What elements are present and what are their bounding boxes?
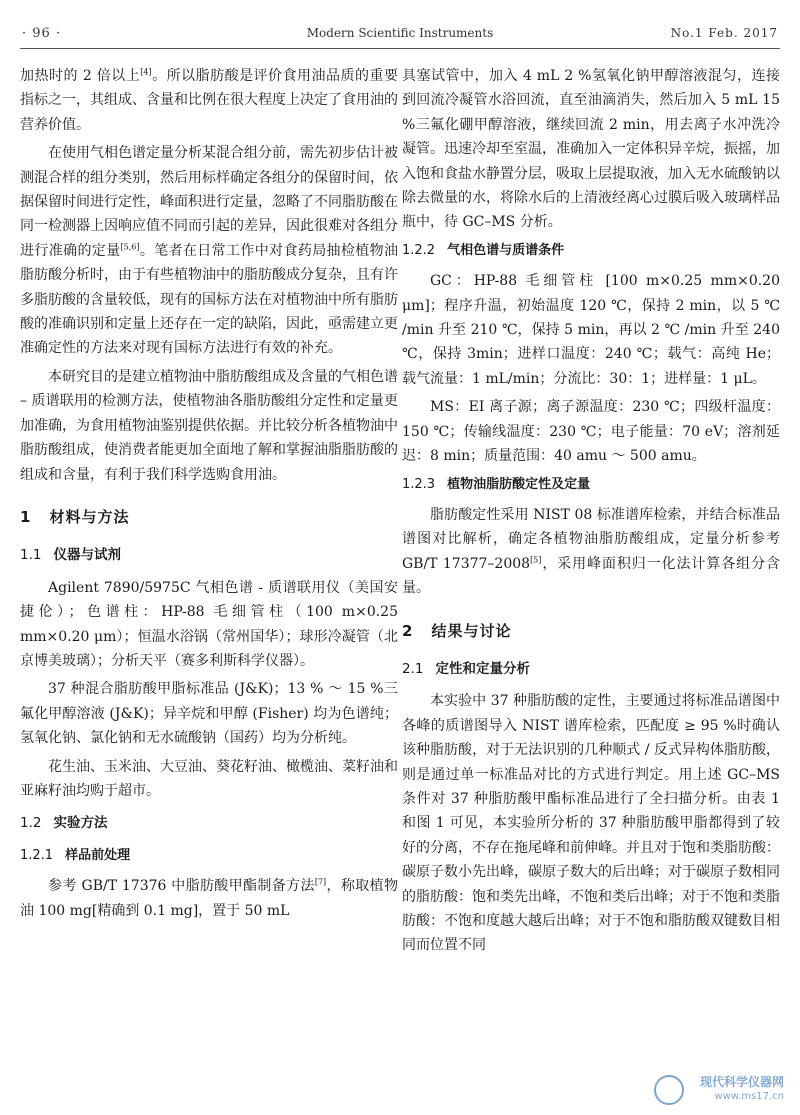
subsection-heading: 1.2 实验方法 [20, 815, 108, 832]
paragraph: 参考 GB/T 17376 中脂肪酸甲酯制备方法[7]，称取植物油 100 mg[精确到 0.1 mg]，置于 50 mL [20, 877, 398, 919]
paragraph: MS：EI 离子源；离子源温度：230 ℃；四级杆温度：150 ℃；传输线温度：230 ℃；电子能量：70 eV；溶剂延迟：8 min；质量范围：40 amu ～ 500 amu。 [402, 399, 780, 465]
issue-info: No.1 Feb. 2017 [670, 26, 778, 40]
paragraph: Agilent 7890/5975C 气相色谱 - 质谱联用仪（美国安捷伦）；色谱柱：HP-88 毛细管柱（100 m×0.25 mm×0.20 μm）；恒温水浴锅（常州国华）；球形冷凝管（北京博美玻璃）；分析天平（赛多利斯科学仪器）。 [20, 579, 398, 669]
paragraph: 加热时的 2 倍以上[4]。所以脂肪酸是评价食用油品质的重要指标之一，其组成、含量和比例在很大程度上决定了食用油的营养价值。 [20, 67, 399, 133]
citation[interactable]: [4] [140, 67, 152, 77]
section-heading: 1 材料与方法 [20, 507, 130, 526]
site-watermark [654, 1071, 784, 1109]
section-heading: 2 结果与讨论 [402, 621, 512, 640]
paragraph: 在使用气相色谱定量分析某混合组分前，需先初步估计被测混合样的组分类别，然后用标样确定各组分的保留时间，依据保留时间进行定性，峰面积进行定量，忽略了不同脂肪酸在同一检测器上因响应值不同而引起的差异，因此很难对各组分进行准确的定量[5,6]。笔者在日常工作中对食药局抽检植物油脂肪酸分析时，由于有些植物油中的脂肪酸成分复杂，且有许多脂肪酸的含量较低，现有的国标方法在对植物油中所有脂肪酸的准确识别和定量上还存在一定的缺陷，因此，亟需建立更准确定性的方法来对现有国标方法进行有效的补充。 [20, 145, 399, 357]
right-column [402, 64, 780, 962]
subsubsection-heading: 1.2.3 植物油脂肪酸定性及定量 [402, 476, 591, 492]
running-header [20, 26, 780, 49]
watermark-url: www.ms17.cn [714, 1091, 784, 1102]
subsubsection-heading: 1.2.2 气相色谱与质谱条件 [402, 242, 565, 258]
paragraph: 本实验中 37 种脂肪酸的定性，主要通过将标准品谱图中各峰的质谱图导入 NIST 谱库检索，匹配度 ≥ 95 %时确认该种脂肪酸，对于无法识别的几种顺式 / 反式异构体脂肪酸，则是通过单一标准品对比的方式进行判定。用上述 GC–MS 条件对 37 种脂肪酸甲酯标准品进行了全扫描分析。由表 1 和图 1 可见，本实验所分析的 37 种脂肪酸甲脂都得到了较好的分离，不存在拖尾峰和前伸峰。并且对于饱和类脂肪酸：碳原子数小先出峰，碳原子数大的后出峰；对于碳原子数相同的脂肪酸：饱和类先出峰，不饱和类后出峰；对于不饱和类脂肪酸：不饱和度越大越后出峰；对于不饱和脂肪酸双键数目相同而位置不同 [402, 693, 780, 954]
subsection-heading: 1.1 仪器与试剂 [20, 547, 121, 564]
citation[interactable]: [7] [314, 877, 327, 887]
paragraph: 37 种混合脂肪酸甲脂标准品 (J&K)；13 % ～ 15 %三氟化甲醇溶液 (J&K)；异辛烷和甲醇 (Fisher) 均为色谱纯；氢氧化钠、氯化钠和无水硫酸钠（国药）均为分析纯。 [20, 681, 398, 747]
paragraph: GC：HP-88 毛细管柱 [100 m×0.25 mm×0.20 μm]；程序升温，初始温度 120 ℃，保持 2 min，以 5 ℃ /min 升至 210 ℃，保持 5 min，再以 2 ℃ /min 升至 240 ℃，保持 3min；进样口温度：240 ℃；载气：高纯 He；载气流量：1 mL/min；分流比：30：1；进样量：1 μL。 [402, 273, 780, 387]
watermark-logo-icon [654, 1075, 684, 1105]
watermark-name: 现代科学仪器网 [699, 1075, 784, 1089]
paragraph: 具塞试管中，加入 4 mL 2 %氢氧化钠甲醇溶液混匀，连接到回流冷凝管水浴回流，直至油滴消失，然后加入 5 mL 15 %三氟化硼甲醇溶液，继续回流 2 min，用去离子水冲洗冷凝管。迅速冷却至室温，准确加入一定体积异辛烷，振摇，加入饱和食盐水静置分层，吸取上层提取液，加入无水硫酸钠以除去微量的水，将除水后的上清液经离心过膜后吸入玻璃样品瓶中，待 GC–MS 分析。 [402, 68, 780, 231]
paragraph: 花生油、玉米油、大豆油、葵花籽油、橄榄油、菜籽油和亚麻籽油均购于超市。 [20, 758, 398, 799]
left-column [20, 64, 398, 927]
page-number: · 96 · [22, 26, 62, 41]
citation[interactable]: [5] [530, 555, 542, 565]
citation[interactable]: [5,6] [120, 242, 140, 252]
subsection-heading: 2.1 定性和定量分析 [402, 660, 530, 677]
paragraph: 本研究目的是建立植物油中脂肪酸组成及含量的气相色谱 – 质谱联用的检测方法，使植物油各脂肪酸组分定性和定量更加准确，为食用植物油鉴别提供依据。并比较分析各植物油中脂肪酸组成，使消费者能更加全面地了解和掌握油脂脂肪酸的组成和含量，有利于我们科学选购食用油。 [20, 368, 398, 483]
paragraph: 脂肪酸定性采用 NIST 08 标准谱库检索，并结合标准品谱图对比解析，确定各植物油脂肪酸组成，定量分析参考 GB/T 17377–2008[5]，采用峰面积归一化法计算各组分含量。 [402, 506, 780, 597]
subsubsection-heading: 1.2.1 样品前处理 [20, 847, 131, 863]
journal-name: Modern Scientific Instruments [306, 26, 494, 40]
